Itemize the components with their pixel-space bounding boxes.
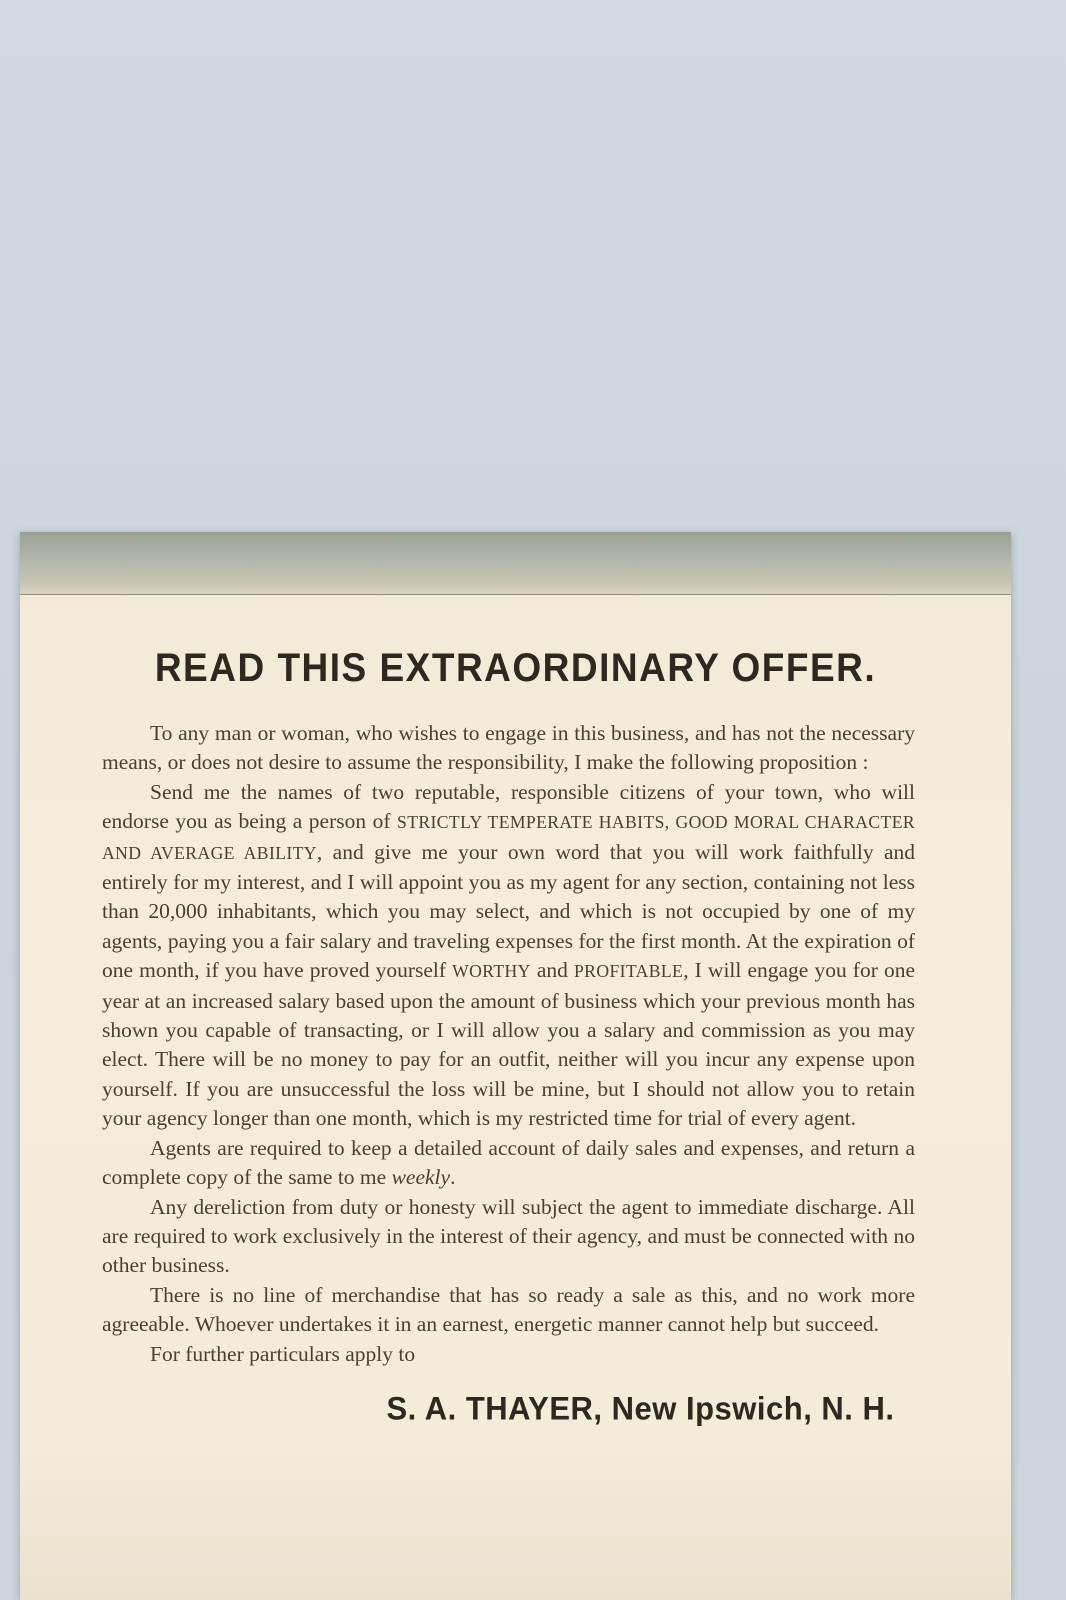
paragraph-closing — [102, 1281, 915, 1340]
document-body — [102, 719, 915, 1369]
text-run: and — [530, 958, 574, 983]
text-run: For further particulars apply to — [150, 1341, 416, 1366]
paper-sheet — [20, 532, 1011, 1600]
smallcaps-run: WORTHY — [452, 961, 531, 982]
paragraph-intro — [102, 719, 915, 778]
text-run: , and give me your own word that you will work faithfully and entirely for my interest, and I will appoint you as my agent for any section, containing not less than 20,000 inhabitants, which you may select, and which is not occupied by one of my agents, paying you a fair salary and traveling expenses for the first month. At the expiration of one month, if you have proved yourself — [102, 839, 915, 983]
text-run: , I will engage you for one year at an increased salary based upon the amount of business which your previous month has shown you capable of transacting, or I will allow you a salary and commission as you may elect. There will be no money to pay for an outfit, neither will you incur any expense upon yourself. If you are unsuccessful the loss will be mine, but I should not allow you to retain your agency longer than one month, which is my restricted time for trial of every agent. — [102, 958, 915, 1131]
paragraph-reporting — [102, 1134, 915, 1193]
document-title: READ THIS EXTRAORDINARY OFFER. — [154, 645, 877, 690]
paragraph-proposition — [102, 778, 915, 1134]
text-run: Agents are required to keep a detailed account of daily sales and expenses, and return a complete copy of the same to me — [102, 1135, 915, 1190]
paper-top-edge — [20, 532, 1011, 595]
paragraph-discipline — [102, 1193, 915, 1281]
signature-line: S. A. THAYER, New Ipswich, N. H. — [386, 1390, 895, 1427]
smallcaps-run: PROFITABLE — [573, 961, 684, 982]
smallcaps-run: STRICTLY TEMPERATE HABITS, GOOD MORAL CHARACTER AND AVERAGE ABILITY — [102, 812, 916, 863]
text-run: . — [450, 1165, 456, 1190]
text-run: Send me the names of two reputable, responsible citizens of your town, who will endorse you as being a person of — [102, 779, 915, 834]
text-run: There is no line of merchandise that has so ready a sale as this, and no work more agreeable. Whoever undertakes it in an earnest, energetic manner cannot help but succeed. — [102, 1282, 915, 1337]
text-run: To any man or woman, who wishes to engage in this business, and has not the necessary means, or does not desire to assume the responsibility, I make the following proposition : — [102, 721, 915, 775]
document-content — [20, 595, 1011, 1600]
text-run: Any dereliction from duty or honesty will subject the agent to immediate discharge. All are required to work exclusively in the interest of their agency, and must be connected with no other business. — [102, 1194, 915, 1278]
italic-run: weekly — [391, 1165, 451, 1190]
paragraph-apply — [102, 1340, 915, 1369]
